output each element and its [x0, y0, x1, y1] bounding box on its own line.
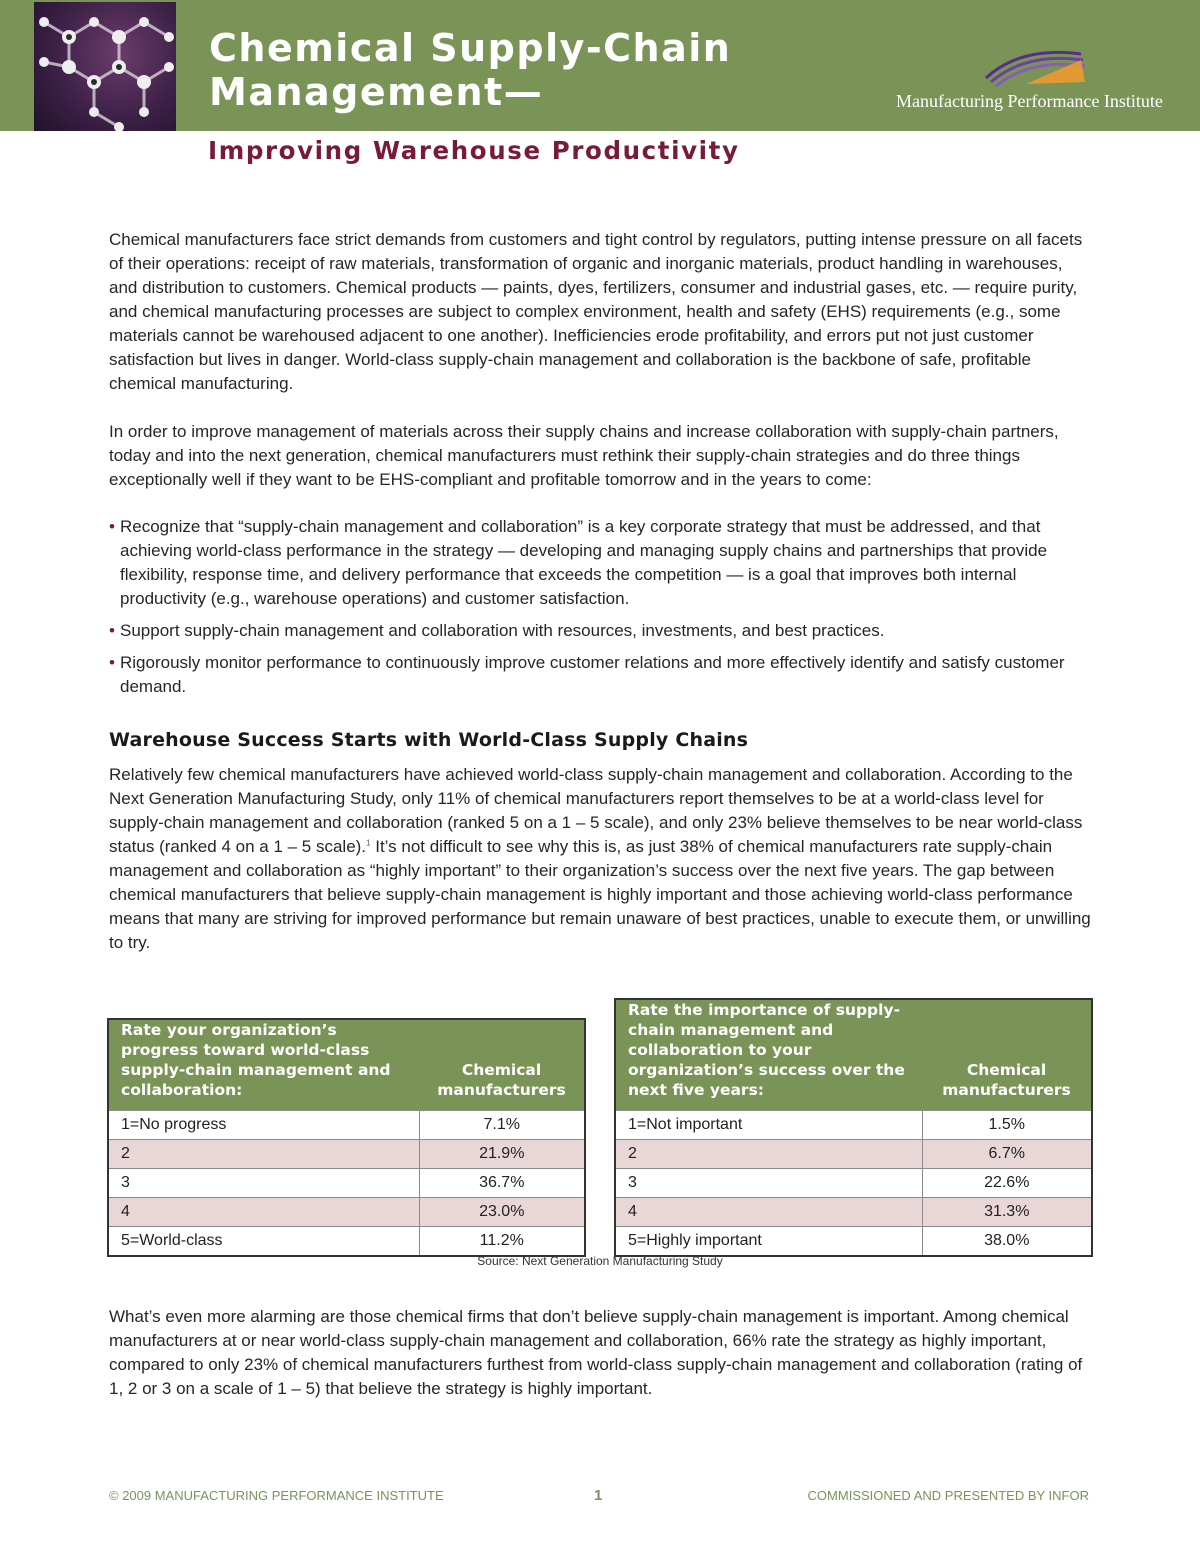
logo-text: Manufacturing Performance Institute — [896, 91, 1163, 111]
row-value: 36.7% — [419, 1169, 585, 1198]
mpi-logo — [896, 42, 1186, 122]
row-label: 1=No progress — [108, 1111, 419, 1140]
row-value: 38.0% — [922, 1227, 1092, 1257]
row-value: 31.3% — [922, 1198, 1092, 1227]
title-line-1: Chemical Supply-Chain — [209, 26, 732, 70]
importance-table-column-header: Chemical manufacturers — [922, 999, 1092, 1111]
table-row — [108, 1227, 585, 1257]
importance-table-question: Rate the importance of supply-chain management and collaboration to your organization’s success over the next five years: — [615, 999, 922, 1111]
row-label: 4 — [615, 1198, 922, 1227]
importance-table — [614, 998, 1093, 1257]
row-value: 6.7% — [922, 1140, 1092, 1169]
row-label: 1=Not important — [615, 1111, 922, 1140]
bullet-item: • Support supply-chain management and collaboration with resources, investments, and best practices. — [109, 619, 1094, 643]
row-label: 3 — [615, 1169, 922, 1198]
table-row — [108, 1198, 585, 1227]
title-line-2: Management— — [209, 70, 544, 114]
logo-swoosh-icon — [981, 46, 1091, 96]
row-label: 5=Highly important — [615, 1227, 922, 1257]
page-title — [209, 26, 731, 114]
row-label: 5=World-class — [108, 1227, 419, 1257]
row-value: 23.0% — [419, 1198, 585, 1227]
section-text-a: Relatively few chemical manufacturers have achieved world-class supply-chain management and collaboration. According to the Next Generation Manufacturing Study, only 11% of chemical manufacturers report themselves to be at a world-class level for supply-chain management and collaboration (ranked 5 on a 1 – 5 scale), and only 23% believe themselves to be near world-class status (ranked 4 on a 1 – 5 scale). — [109, 765, 1083, 856]
molecule-image — [34, 2, 176, 131]
intro-paragraph-2: In order to improve management of materials across their supply chains and increase collaboration with supply-chain partners, today and into the next generation, chemical manufacturers must rethink their supply-chain strategies and do three things exceptionally well if they want to be EHS-compliant and profitable tomorrow and in the years to come: — [109, 422, 1059, 489]
row-label: 2 — [615, 1140, 922, 1169]
progress-table-question: Rate your organization’s progress toward world-class supply-chain management and collaboration: — [108, 1019, 419, 1111]
footer-commissioned: COMMISSIONED AND PRESENTED BY INFOR — [807, 1488, 1089, 1503]
table-row — [108, 1140, 585, 1169]
row-label: 4 — [108, 1198, 419, 1227]
bullet-item: • Rigorously monitor performance to continuously improve customer relations and more effectively identify and satisfy customer demand. — [109, 651, 1094, 699]
intro-paragraph-1: Chemical manufacturers face strict demands from customers and tight control by regulators, putting intense pressure on all facets of their operations: receipt of raw materials, transformation of organic and inorganic materials, product handling in warehouses, and distribution to customers. Chemical products — paints, dyes, fertilizers, consumer and industrial gases, etc. — require purity, and chemical manufacturing processes are subject to complex environment, health and safety (EHS) requirements (e.g., some materials cannot be warehoused adjacent to one another). Inefficiencies erode profitability, and errors put not just customer satisfaction but lives in danger. World-class supply-chain management and collaboration is the backbone of safe, profitable chemical manufacturing. — [109, 230, 1083, 393]
page-subtitle: Improving Warehouse Productivity — [208, 136, 740, 165]
row-value: 11.2% — [419, 1227, 585, 1257]
table-row — [615, 1198, 1092, 1227]
table-source: Source: Next Generation Manufacturing Study — [477, 1254, 723, 1268]
table-row — [615, 1140, 1092, 1169]
bullet-item: • Recognize that “supply-chain management and collaboration” is a key corporate strategy that must be addressed, and that achieving world-class performance in the strategy — developing and managing supply chains and partnerships that provide flexibility, response time, and delivery performance that exceeds the competition — is a goal that improves both internal productivity (e.g., warehouse operations) and customer satisfaction. — [109, 515, 1094, 611]
section-heading: Warehouse Success Starts with World-Class Supply Chains — [109, 729, 749, 751]
row-value: 7.1% — [419, 1111, 585, 1140]
section-text-b: It’s not difficult to see why this is, as just 38% of chemical manufacturers rate supply-chain management and collaboration as “highly important” to their organization’s success over the next five years. The gap between chemical manufacturers that believe supply-chain management is highly important and those achieving world-class performance means that many are striving for improved performance but remain unaware of best practices, unable to execute them, or unwilling to try. — [109, 837, 1091, 952]
section-paragraph — [109, 763, 1094, 955]
row-value: 22.6% — [922, 1169, 1092, 1198]
table-row — [108, 1169, 585, 1198]
progress-table — [107, 1018, 586, 1257]
progress-table-column-header: Chemical manufacturers — [419, 1019, 585, 1111]
table-row — [108, 1111, 585, 1140]
page-number: 1 — [594, 1487, 603, 1504]
row-label: 3 — [108, 1169, 419, 1198]
footer-copyright: © 2009 MANUFACTURING PERFORMANCE INSTITUTE — [109, 1488, 444, 1503]
closing-paragraph: What’s even more alarming are those chemical firms that don’t believe supply-chain management is important. Among chemical manufacturers at or near world-class supply-chain management and collaboration, 66% rate the strategy as highly important, compared to only 23% of chemical manufacturers furthest from world-class supply-chain management and collaboration (rating of 1, 2 or 3 on a scale of 1 – 5) that believe the strategy is highly important. — [109, 1307, 1083, 1398]
table-row — [615, 1169, 1092, 1198]
row-value: 21.9% — [419, 1140, 585, 1169]
bullet-list — [109, 515, 1094, 707]
table-row — [615, 1111, 1092, 1140]
footnote-marker: 1 — [366, 838, 371, 848]
row-value: 1.5% — [922, 1111, 1092, 1140]
table-row — [615, 1227, 1092, 1257]
row-label: 2 — [108, 1140, 419, 1169]
